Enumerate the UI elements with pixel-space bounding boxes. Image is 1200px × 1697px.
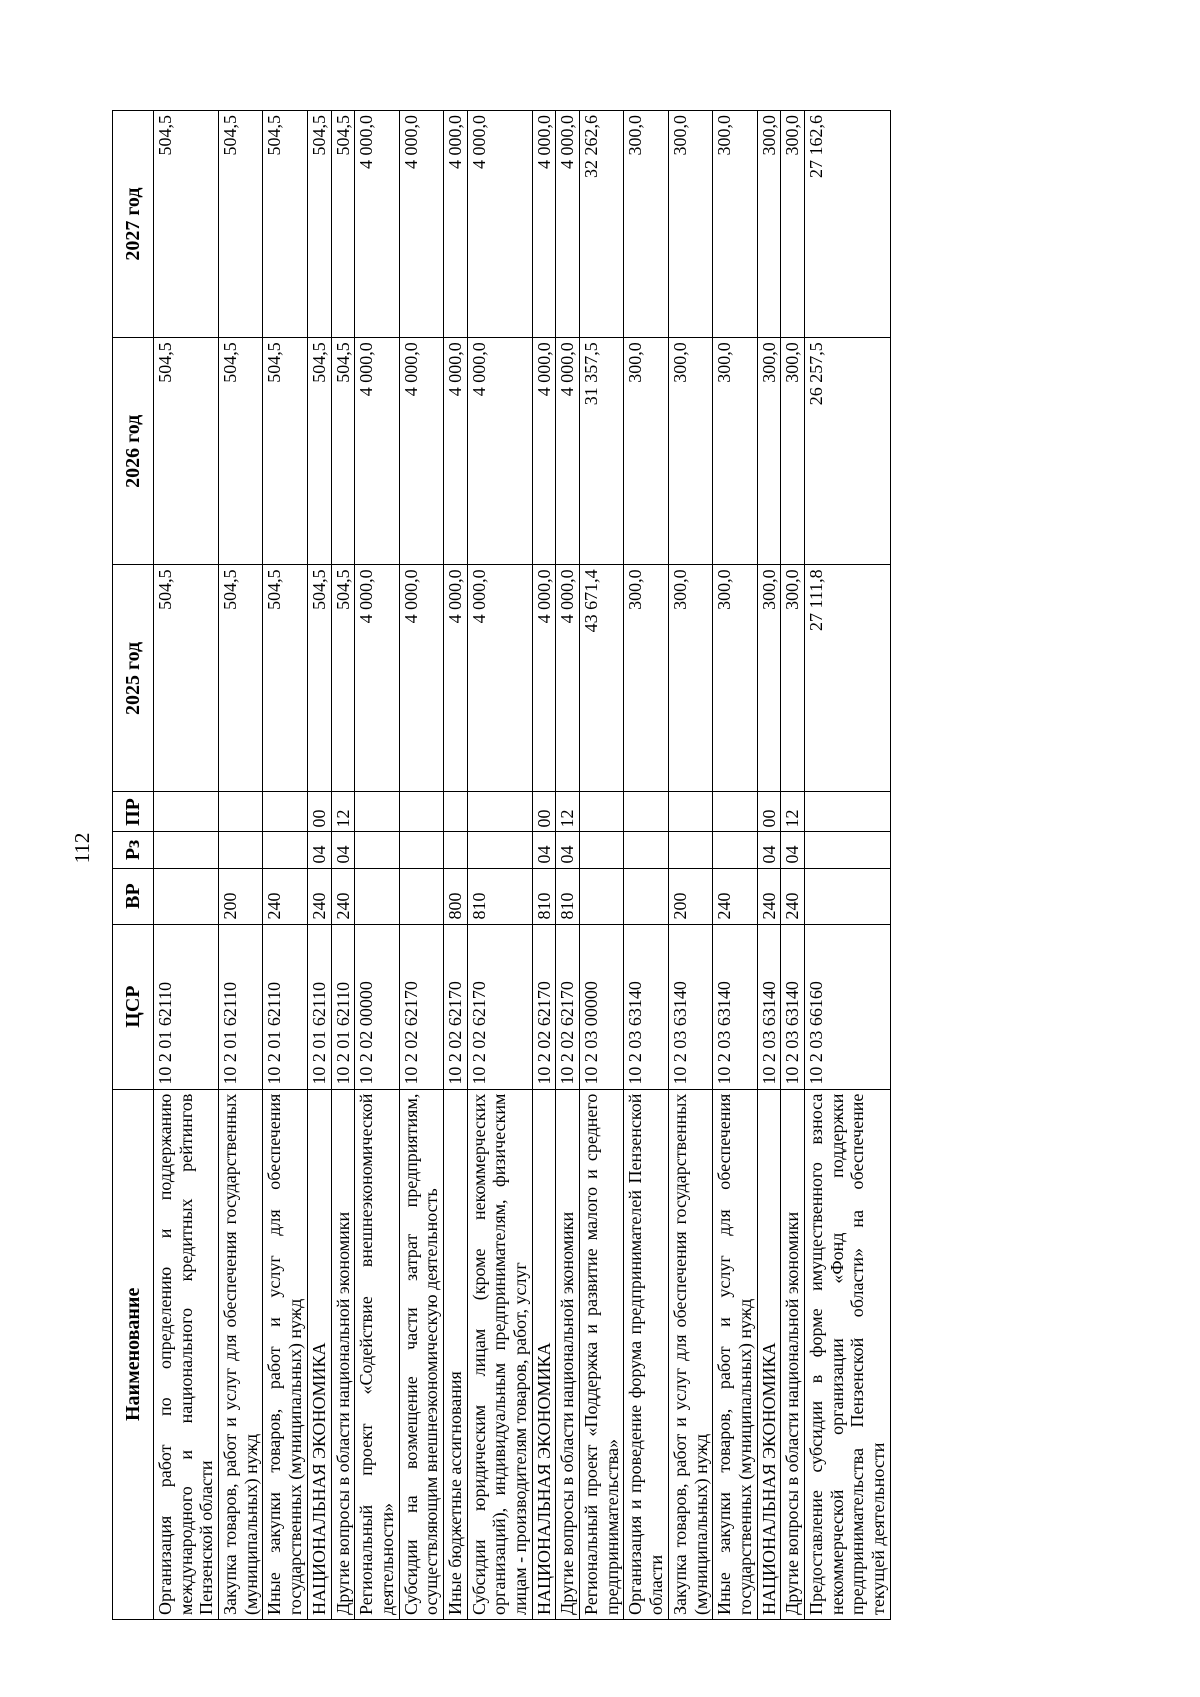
cell-2026: 26 257,5 [804, 338, 890, 565]
cell-csr: 10 2 02 62170 [467, 924, 532, 1089]
cell-2025: 504,5 [154, 565, 219, 792]
cell-2026: 4 000,0 [399, 338, 443, 565]
cell-pr: 12 [781, 792, 805, 832]
cell-2026: 504,5 [219, 338, 263, 565]
cell-name: НАЦИОНАЛЬНАЯ ЭКОНОМИКА [532, 1089, 556, 1619]
cell-name: Субсидии на возмещение части затрат предприятиям, осуществляющим внешнеэкономическую деятельность [399, 1089, 443, 1619]
cell-rz [668, 832, 712, 868]
cell-2025: 300,0 [668, 565, 712, 792]
cell-pr [399, 792, 443, 832]
cell-2027: 300,0 [757, 111, 781, 338]
cell-2026: 504,5 [263, 338, 307, 565]
cell-2026: 300,0 [757, 338, 781, 565]
cell-rz [713, 832, 757, 868]
page-number: 112 [70, 832, 94, 864]
cell-name: Организация и проведение форума предпринимателей Пензенской области [624, 1089, 668, 1619]
cell-vr: 240 [781, 868, 805, 924]
cell-2025: 4 000,0 [532, 565, 556, 792]
cell-rz: 04 [331, 832, 355, 868]
cell-rz: 04 [532, 832, 556, 868]
cell-name: Закупка товаров, работ и услуг для обеспечения государственных (муниципальных) нужд [668, 1089, 712, 1619]
cell-csr: 10 2 02 62170 [556, 924, 580, 1089]
cell-2027: 4 000,0 [556, 111, 580, 338]
cell-name: Иные бюджетные ассигнования [443, 1089, 467, 1619]
cell-vr: 240 [263, 868, 307, 924]
cell-pr [713, 792, 757, 832]
cell-2027: 504,5 [154, 111, 219, 338]
cell-2027: 4 000,0 [467, 111, 532, 338]
cell-pr [443, 792, 467, 832]
cell-vr [580, 868, 624, 924]
cell-2027: 4 000,0 [443, 111, 467, 338]
table-row [355, 111, 399, 1620]
cell-2025: 4 000,0 [355, 565, 399, 792]
table-row [154, 111, 219, 1620]
table-row [263, 111, 307, 1620]
cell-2027: 504,5 [263, 111, 307, 338]
table-row [580, 111, 624, 1620]
header-vr: ВР [113, 868, 154, 924]
header-pr: ПР [113, 792, 154, 832]
cell-csr: 10 2 01 62110 [331, 924, 355, 1089]
cell-csr: 10 2 01 62110 [154, 924, 219, 1089]
cell-pr [355, 792, 399, 832]
cell-2027: 4 000,0 [399, 111, 443, 338]
header-name: Наименование [113, 1089, 154, 1619]
cell-pr: 00 [532, 792, 556, 832]
cell-csr: 10 2 03 63140 [668, 924, 712, 1089]
cell-2025: 4 000,0 [467, 565, 532, 792]
cell-name: Другие вопросы в области национальной экономики [556, 1089, 580, 1619]
cell-rz [154, 832, 219, 868]
cell-2026: 504,5 [154, 338, 219, 565]
cell-2026: 4 000,0 [532, 338, 556, 565]
cell-2027: 300,0 [668, 111, 712, 338]
cell-2025: 300,0 [781, 565, 805, 792]
cell-2025: 300,0 [757, 565, 781, 792]
cell-vr [355, 868, 399, 924]
cell-rz [624, 832, 668, 868]
cell-2027: 32 262,6 [580, 111, 624, 338]
cell-pr [219, 792, 263, 832]
cell-pr [624, 792, 668, 832]
cell-2025: 43 671,4 [580, 565, 624, 792]
cell-csr: 10 2 02 62170 [532, 924, 556, 1089]
cell-pr: 12 [556, 792, 580, 832]
cell-vr: 240 [307, 868, 331, 924]
cell-2025: 504,5 [307, 565, 331, 792]
cell-2026: 4 000,0 [556, 338, 580, 565]
cell-vr [399, 868, 443, 924]
header-2027: 2027 год [113, 111, 154, 338]
cell-pr [263, 792, 307, 832]
table-row [757, 111, 781, 1620]
cell-name: Иные закупки товаров, работ и услуг для обеспечения государственных (муниципальных) нужд [263, 1089, 307, 1619]
cell-2026: 300,0 [781, 338, 805, 565]
table-row [804, 111, 890, 1620]
cell-rz [580, 832, 624, 868]
cell-csr: 10 2 03 00000 [580, 924, 624, 1089]
budget-table [112, 110, 891, 1620]
cell-pr: 12 [331, 792, 355, 832]
cell-vr [624, 868, 668, 924]
cell-rz [467, 832, 532, 868]
cell-2026: 300,0 [668, 338, 712, 565]
cell-name: НАЦИОНАЛЬНАЯ ЭКОНОМИКА [757, 1089, 781, 1619]
table-row [781, 111, 805, 1620]
cell-rz [399, 832, 443, 868]
cell-name: Закупка товаров, работ и услуг для обеспечения государственных (муниципальных) нужд [219, 1089, 263, 1619]
cell-csr: 10 2 03 63140 [757, 924, 781, 1089]
cell-vr [154, 868, 219, 924]
cell-rz [263, 832, 307, 868]
cell-pr [467, 792, 532, 832]
table-row [219, 111, 263, 1620]
cell-name: Предоставление субсидии в форме имущественного взноса некоммерческой организации «Фонд поддержки предпринимательства Пензенской области» на обеспечение текущей деятельности [804, 1089, 890, 1619]
table-row [443, 111, 467, 1620]
cell-name: НАЦИОНАЛЬНАЯ ЭКОНОМИКА [307, 1089, 331, 1619]
table-header-row [113, 111, 154, 1620]
header-2026: 2026 год [113, 338, 154, 565]
table-body [154, 111, 891, 1620]
header-rz: Рз [113, 832, 154, 868]
budget-table-container [112, 110, 1066, 1620]
cell-name: Региональный проект «Поддержка и развитие малого и среднего предпринимательства» [580, 1089, 624, 1619]
cell-name: Организация работ по определению и поддержанию международного и национального кредитных рейтингов Пензенской области [154, 1089, 219, 1619]
cell-2025: 504,5 [219, 565, 263, 792]
table-row [307, 111, 331, 1620]
cell-2025: 504,5 [263, 565, 307, 792]
cell-2025: 4 000,0 [443, 565, 467, 792]
cell-pr [154, 792, 219, 832]
cell-pr: 00 [307, 792, 331, 832]
cell-csr: 10 2 01 62110 [307, 924, 331, 1089]
cell-vr: 800 [443, 868, 467, 924]
cell-csr: 10 2 03 63140 [713, 924, 757, 1089]
cell-pr: 00 [757, 792, 781, 832]
cell-rz: 04 [556, 832, 580, 868]
cell-pr [804, 792, 890, 832]
cell-vr: 810 [556, 868, 580, 924]
cell-2026: 4 000,0 [355, 338, 399, 565]
table-row [399, 111, 443, 1620]
cell-rz: 04 [781, 832, 805, 868]
cell-csr: 10 2 03 63140 [781, 924, 805, 1089]
header-csr: ЦСР [113, 924, 154, 1089]
cell-csr: 10 2 02 00000 [355, 924, 399, 1089]
cell-name: Субсидии юридическим лицам (кроме некоммерческих организаций), индивидуальным предпринимателям, физическим лицам - производителям товаров, работ, услуг [467, 1089, 532, 1619]
cell-2027: 27 162,6 [804, 111, 890, 338]
cell-csr: 10 2 02 62170 [399, 924, 443, 1089]
cell-2026: 504,5 [307, 338, 331, 565]
cell-2027: 4 000,0 [355, 111, 399, 338]
cell-2027: 300,0 [624, 111, 668, 338]
cell-pr [580, 792, 624, 832]
cell-csr: 10 2 02 62170 [443, 924, 467, 1089]
cell-2025: 4 000,0 [556, 565, 580, 792]
cell-name: Другие вопросы в области национальной экономики [331, 1089, 355, 1619]
cell-2027: 4 000,0 [532, 111, 556, 338]
table-row [331, 111, 355, 1620]
header-2025: 2025 год [113, 565, 154, 792]
table-row [624, 111, 668, 1620]
cell-2025: 4 000,0 [399, 565, 443, 792]
cell-2026: 31 357,5 [580, 338, 624, 565]
cell-vr: 240 [713, 868, 757, 924]
cell-2026: 4 000,0 [443, 338, 467, 565]
table-row [467, 111, 532, 1620]
cell-rz [219, 832, 263, 868]
cell-rz [443, 832, 467, 868]
cell-csr: 10 2 03 63140 [624, 924, 668, 1089]
cell-2027: 504,5 [219, 111, 263, 338]
cell-rz: 04 [307, 832, 331, 868]
cell-2027: 504,5 [307, 111, 331, 338]
cell-2027: 504,5 [331, 111, 355, 338]
cell-vr: 810 [532, 868, 556, 924]
cell-2025: 27 111,8 [804, 565, 890, 792]
cell-name: Региональный проект «Содействие внешнеэкономической деятельности» [355, 1089, 399, 1619]
table-row [668, 111, 712, 1620]
cell-2026: 4 000,0 [467, 338, 532, 565]
cell-rz [355, 832, 399, 868]
cell-2025: 504,5 [331, 565, 355, 792]
table-row [713, 111, 757, 1620]
cell-2025: 300,0 [713, 565, 757, 792]
cell-vr [804, 868, 890, 924]
cell-name: Иные закупки товаров, работ и услуг для обеспечения государственных (муниципальных) нужд [713, 1089, 757, 1619]
cell-vr: 240 [757, 868, 781, 924]
cell-pr [668, 792, 712, 832]
cell-2026: 300,0 [624, 338, 668, 565]
cell-vr: 200 [668, 868, 712, 924]
table-row [556, 111, 580, 1620]
cell-vr: 240 [331, 868, 355, 924]
cell-2026: 504,5 [331, 338, 355, 565]
cell-csr: 10 2 01 62110 [219, 924, 263, 1089]
table-row [532, 111, 556, 1620]
cell-2027: 300,0 [781, 111, 805, 338]
cell-vr: 200 [219, 868, 263, 924]
cell-2026: 300,0 [713, 338, 757, 565]
cell-csr: 10 2 03 66160 [804, 924, 890, 1089]
cell-name: Другие вопросы в области национальной экономики [781, 1089, 805, 1619]
cell-2025: 300,0 [624, 565, 668, 792]
cell-rz [804, 832, 890, 868]
cell-vr: 810 [467, 868, 532, 924]
cell-rz: 04 [757, 832, 781, 868]
cell-2027: 300,0 [713, 111, 757, 338]
cell-csr: 10 2 01 62110 [263, 924, 307, 1089]
